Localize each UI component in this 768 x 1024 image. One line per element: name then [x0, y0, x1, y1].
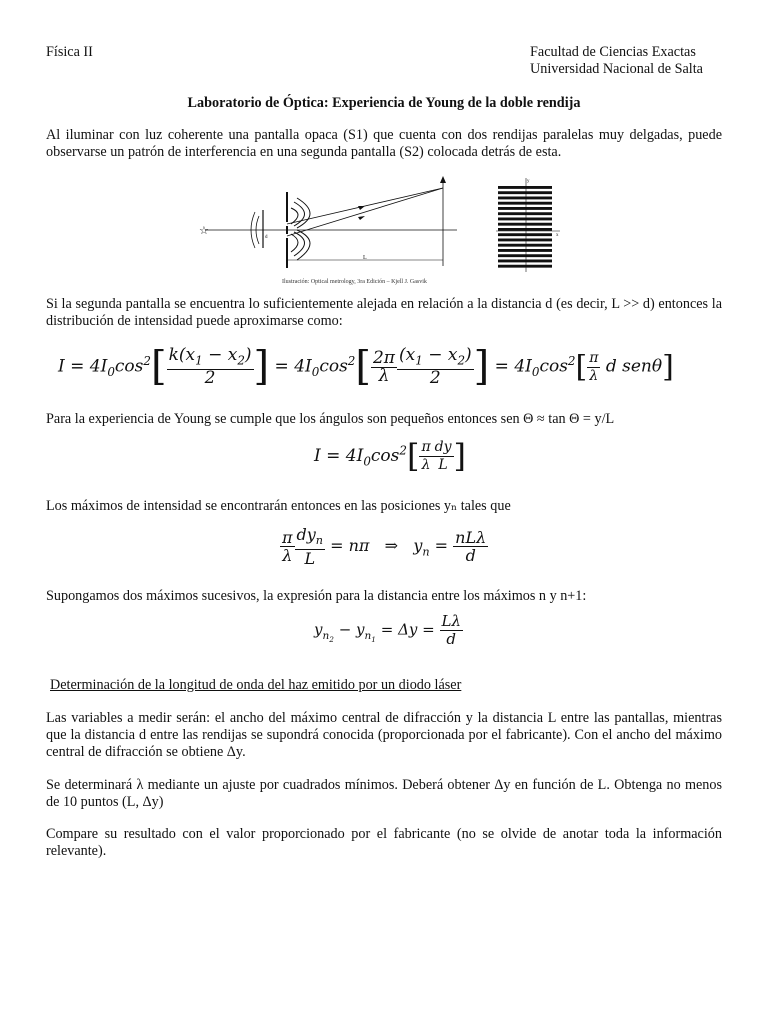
fringe-band: [498, 207, 552, 210]
delta-y-equation: $y_{n_2} - y_{n_1} = \Delta y$ = $\frac{L\lambda}{d}$: [314, 612, 461, 648]
fringe-band: [498, 191, 552, 194]
label-L: L: [363, 255, 367, 261]
figure-caption: Ilustración: Optical metrology, 3ra Edición – Kjell J. Gasvik: [282, 279, 427, 285]
fringe-band: [498, 218, 552, 221]
fringe-band: [498, 186, 552, 189]
successive-paragraph: Supongamos dos máximos sucesivos, la expresión para la distancia entre los máximos n y n+1:: [46, 588, 587, 604]
university-name: Universidad Nacional de Salta: [530, 61, 703, 77]
section-title: Determinación de la longitud de onda del haz emitido por un diodo láser: [50, 677, 462, 693]
fringe-band: [498, 197, 552, 200]
young-intensity-equation: $I = 4I_0\cos^2$[ $\frac{\pi}{\lambda}$ $\frac{dy}{L}$ ]: [314, 437, 466, 475]
compare-paragraph: Compare su resultado con el valor proporcionado por el fabricante (no se olvide de anotar toda la información relevante).: [46, 826, 722, 859]
svg-text:d: d: [265, 235, 268, 240]
label-y: y: [527, 179, 530, 184]
fringe-band: [498, 265, 552, 268]
maxima-paragraph: Los máximos de intensidad se encontrarán entonces en las posiciones yₙ tales que: [46, 498, 511, 514]
distance-paragraph: Si la segunda pantalla se encuentra lo suficientemente alejada en relación a la distancia d (es decir, L >> d) entonces la distribución de intensidad puede aproximarse como:: [46, 296, 722, 329]
fringe-band: [498, 228, 552, 231]
fringe-band: [498, 223, 552, 226]
source-star-icon: ☆: [199, 225, 209, 237]
fringe-band: [498, 244, 552, 247]
institution-block: [530, 44, 703, 78]
intensity-equation: $I = 4I_0\cos^2$[ $\frac{k(x_1 - x_2)}{2}$ ] = $4I_0\cos^2$[ $\frac{2\pi}{\lambda}$ $\frac{(x_1 - x_2)}{2}$ ] = $4I_0\cos^2$[ $\frac{\pi}{\lambda}$ d senθ]: [58, 343, 674, 390]
fringe-band: [498, 212, 552, 215]
small-angle-paragraph: Para la experiencia de Young se cumple que los ángulos son pequeños entonces sen Θ ≈ tan Θ = y/L: [46, 411, 615, 427]
document-title: Laboratorio de Óptica: Experiencia de Young de la doble rendija: [187, 95, 581, 111]
course-name: Física II: [46, 44, 93, 60]
fringe-band: [498, 202, 552, 205]
maxima-equation: $\frac{\pi}{\lambda}$ $\frac{dy_n}{L}$ = nπ ⇒ $y_n$ = $\frac{\text{nLλ}}{d}$: [282, 525, 487, 569]
intro-paragraph: Al iluminar con luz coherente una pantalla opaca (S1) que cuenta con dos rendijas paralelas muy delgadas, puede observarse un patrón de interferencia en una segunda pantalla (S2) colocada detrás de esta.: [46, 127, 722, 160]
fringe-band: [498, 254, 552, 257]
label-x: x: [556, 233, 559, 238]
fringe-band: [498, 260, 552, 263]
fringe-pattern: [494, 176, 564, 276]
fringe-band: [498, 233, 552, 236]
fringe-band: [498, 249, 552, 252]
fit-paragraph: Se determinará λ mediante un ajuste por cuadrados mínimos. Deberá obtener Δy en función de L. Obtenga no menos de 10 puntos (L, Δy): [46, 777, 722, 810]
variables-paragraph: Las variables a medir serán: el ancho del máximo central de difracción y la distancia L entre las pantallas, mientras que la distancia d entre las rendijas se supondrá conocida (proporcionada por el fabricante). Con el ancho del máximo central de difracción se obtiene Δy.: [46, 710, 722, 760]
faculty-name: Facultad de Ciencias Exactas: [530, 44, 696, 60]
fringe-bands: [498, 186, 552, 268]
fringe-band: [498, 239, 552, 242]
double-slit-diagram: [195, 172, 465, 272]
